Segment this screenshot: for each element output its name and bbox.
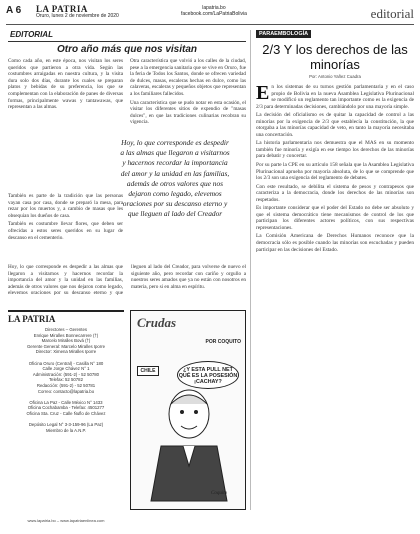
pull-quote-text: Hoy, lo que corresponde es despedir a las almas que llegaron a visitarnos y hacernos recordar la importancia del amor y la unidad en las familias, además de otros valores que nos dejaron como legado, elevemos oraciones por su descanso eterno y que lleguen al lado del Creador <box>120 138 230 219</box>
paragraph: En los sistemas de su turnos gestión parlamentaria y en el caso propio de Bolivia en la nueva Asamblea Legislativa Plurinacional se modificó un reglamento tan importante como es la exigencia de 2/3 para determinadas decisiones, cambiándolo por una mayoría simple. <box>256 84 414 110</box>
masthead-line[interactable]: Correo: contacto@lapatria.bo <box>37 388 95 394</box>
page-header <box>6 4 414 24</box>
column-divider <box>250 30 251 510</box>
masthead-line: Oficina Sta. Cruz - Calle Ñuflo de Chávez <box>26 410 106 416</box>
page-number: A 6 <box>6 5 22 16</box>
paragraph: La decisión del oficialismo es de quitar la capacidad de control a las minorías por la exigencia de 2/3 que establecía la constitución, la que otorgaba a las minorías capacidad de veto, en tanto la mayoría necesitaba una concertación. <box>256 112 414 138</box>
cartoon-signature: Coquito <box>211 491 228 496</box>
masthead-line: Miembro de la A.N.P. <box>45 427 87 433</box>
masthead-line: Depósito Legal N° 3-3-159-96 (La Paz) <box>28 422 104 428</box>
editorial-rule <box>8 41 246 42</box>
website-link[interactable]: lapatria.bo <box>202 5 226 11</box>
editorial-column-2 <box>130 58 246 128</box>
issue-date: Oruro, lunes 2 de noviembre de 2020 <box>36 13 119 19</box>
masthead-line: Director: Ximena Miralles Iporre <box>35 349 97 355</box>
masthead-line: Gerente General: Marcelo Miralles Iporre <box>26 343 106 349</box>
editorial-column-1 <box>8 58 123 113</box>
masthead-footer[interactable]: www.lapatria.bo – www.lapatriaenlinea.com <box>27 518 105 523</box>
masthead-line: Calle Jorge Chávez N° 1 <box>42 366 90 372</box>
editorial-closing <box>8 264 246 304</box>
masthead-title: LA PATRIA <box>8 314 56 324</box>
column-tag: PARAEMBOLOGÍA <box>256 30 311 38</box>
cartoon-flag: CHILE <box>137 366 159 376</box>
speech-bubble: ¿Y ESTA PULL NET QUÉ ES LA POSESIÓN ¡CACHAY? <box>177 361 239 389</box>
pull-quote <box>8 134 246 262</box>
paragraph: Con este resultado, se debilita el sistema de pesos y contrapesos que caracteriza a la democracia, donde los derechos de las minorías son respetados. <box>256 183 414 203</box>
cartoon-author: POR COQUITO <box>205 339 241 345</box>
masthead-line: Enrique Miralles Bonnecarrere (†) <box>33 332 99 338</box>
article-byline: Por: Antonio Yañez Cuadra <box>309 74 361 79</box>
cartoon-brand: Crudas <box>137 315 177 330</box>
header-rule <box>6 24 414 25</box>
paper-name: LA PATRIA <box>36 4 88 14</box>
masthead-line: Redacción: (591-2) - 52 50781 <box>36 382 96 388</box>
editorial-title: Otro año más que nos visitan <box>56 44 198 55</box>
masthead-line: Marcelo Miralles Bová (†) <box>41 338 91 344</box>
paragraph: La historia parlamentaria nos demuestra que el MAS en su momento también fue minoría y exigía en ese tiempo los derechos de las minorías para debatir y concertar. <box>256 140 414 160</box>
paragraph: Es importante considerar que el poder del Estado no debe ser absoluto y que el sistema democrático tiene mecanismos de control de los que participan los diferentes actores políticos, con sus respectivas representaciones. <box>256 205 414 231</box>
editorial-tag: EDITORIAL <box>10 30 53 39</box>
web-links <box>181 5 247 17</box>
drop-cap: E <box>256 84 270 104</box>
article-body <box>256 84 414 512</box>
masthead-box <box>8 310 124 515</box>
paragraph: También es parte de la tradición que las personas vayan casa por casa, donde se preparó la mesa, para rezar por los muertos y, a cambio de masas que les obsequian los dueños de casa. <box>8 193 123 219</box>
paragraph: Otra característica que volvió a los calles de la ciudad, pese a la emergencia sanitaria que se vive en Oruro, fue la feria de Todos los Santos, donde se ofrecen variedad de dulces, masas, escaleras hechas en dulce, como las calaveras, escaleras y pequeños objetos que representan a los familiares fallecidos. <box>130 58 246 97</box>
article-title: 2/3 Y los derechos de las minorías <box>262 42 408 72</box>
paragraph: La Comisión Americana de Derechos Humanos reconoce que la democracia sólo es posible cuando las minorías son escuchadas y pueden participar en las decisiones del Estado. <box>256 233 414 253</box>
masthead-line: Oficina La Paz - Calle México N° 1433 <box>29 399 103 405</box>
paragraph: También es costumbre llevar flores, que deben ser ofrecidas a estos seres queridos en su lugar de descanso en el cementerio. <box>8 221 123 241</box>
paragraph: Por su parte la CPE en su artículo 158 señala que la Asamblea Legislativa Plurinacional aprueba por mayoría absoluta, de lo que se comprende que los 2/3 son una exigencia del reglamento de debates. <box>256 162 414 182</box>
section-name: editorial <box>370 6 414 21</box>
paragraph: Una característica que se pudo notar en esta ocasión, el visitar los diferentes sitios de expendio de "masas dulces", en que las tradiciones culinarias recobran su vigencia. <box>130 99 246 126</box>
masthead-line: Telefax: 52 50782 <box>49 377 83 383</box>
masthead-line: Directores – Gerentes <box>44 327 88 332</box>
masthead-line: Oficina Oruro (Central) - Casilla N° 180 <box>28 360 104 366</box>
paragraph: Como cada año, en este época, nos visitan los seres queridos que partieron a otra vida. Según las costumbres arraigadas en nuestra cultura, y la visita dura solo dos días, durante los cuales se preparan platos y bebidas de su preferencia, los que se complementan con la elaboración de panes de diversas formas, principalmente wawas y tantawawas, que representan a las almas. <box>8 58 123 111</box>
masthead-body <box>8 327 124 433</box>
paragraph: Hoy, lo que corresponde es despedir a las almas que llegaron a visitarnos y hacernos recordar la importancia del amor y la unidad en las familias, además de otros valores que nos dejaron como legado, elevemos oraciones por su descanso eterno y que lleguen al lado del Creador, para volverse de nuevo el siguiente año, pero recordar con cariño y orgullo a nuestros seres amados que ya no están con nosotros en materia, pero si en alma en espíritu. <box>8 264 246 297</box>
masthead-line: Oficina Cochabamba - Telefax: 4501277 <box>27 405 105 411</box>
masthead-line: Administración: (591-2) - 52 50780 <box>32 371 100 377</box>
facebook-link[interactable]: facebook.com/LaPatriaBolivia <box>181 11 247 17</box>
caricature-figure <box>131 386 247 506</box>
cartoon-panel <box>130 310 246 510</box>
